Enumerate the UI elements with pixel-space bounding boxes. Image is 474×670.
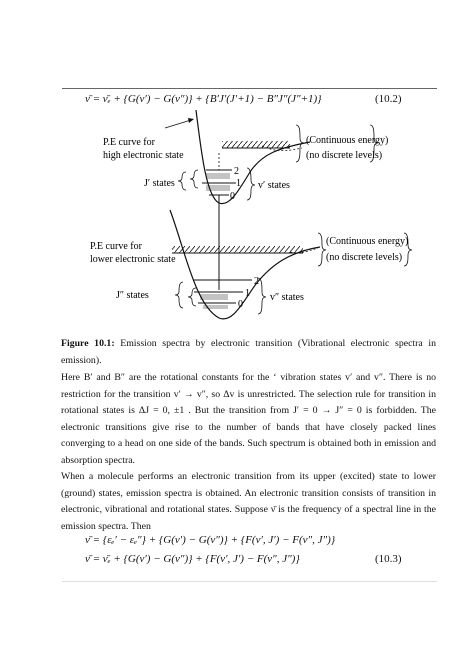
- equation-number-10-2: (10.2): [375, 93, 402, 105]
- equation-10-3-line-1: ν̄ = {εₑ′ − εₑ″} + {G(v′) − G(v″)} + {F(v′, J′) − F(v″, J″)}: [85, 534, 336, 546]
- paragraph-1: Here B′ and B″ are the rotational constants for the ‘ vibration states v′ and v″. There is no restriction for the transition v′ → v″, so Δv is unrestricted. The selection rule for transition in rotational states is ΔJ = 0, ±1 . But the transition from J′ = 0 → J″ = 0 is forbidden. The electronic transitions give rise to the number of bands that have closely packed lines converging to a head on one side of the bands. Such spectrum is obtained both in emission and absorption spectra.: [61, 372, 436, 466]
- paragraph-2: When a molecule performs an electronic transition from its upper (excited) state to lower (ground) states, emission spectra is obtained. An electronic transition consists of transition in electronic, vibrational and rotational states. Suppose ν̄ is the frequency of a spectral line in the emission spectra. Then: [61, 471, 436, 532]
- upper-level-1-label: 1: [236, 178, 241, 189]
- lower-j-states-label: J″ states: [116, 290, 149, 301]
- figure-caption-label: Figure 10.1:: [61, 338, 115, 349]
- lower-level-1-label: 1: [245, 288, 250, 299]
- lower-level-2-label: 2: [254, 276, 259, 287]
- upper-hatch: [222, 141, 290, 148]
- upper-pe-curve: [196, 110, 310, 204]
- lower-note-2: (no discrete levels): [326, 252, 403, 263]
- upper-note-2: (no discrete levels): [306, 150, 383, 161]
- upper-j-states-label: J′ states: [144, 178, 175, 189]
- footer-rule: [62, 581, 437, 582]
- figure-caption-text: Emission spectra by electronic transition (Vibrational electronic spectra in emission).: [61, 338, 436, 366]
- lower-curve-label-1: P.E curve for: [90, 241, 142, 252]
- upper-curve-label-1: P.E curve for: [103, 137, 155, 148]
- lower-curve-label-2: lower electronic state: [90, 254, 176, 265]
- upper-curve-label-2: high electronic state: [103, 150, 184, 161]
- upper-level-0-label: 0: [230, 191, 235, 202]
- lower-v-states-label: v″ states: [270, 292, 304, 303]
- equation-10-3-line-2: ν̄ = ν̄ₑ + {G(v′) − G(v″)} + {F(v′, J′) − F(v″, J″)}: [85, 553, 300, 565]
- figure-caption: [61, 336, 436, 369]
- upper-level-2-label: 2: [234, 166, 239, 177]
- equation-number-10-3: (10.3): [375, 553, 402, 565]
- lower-level-0-label: 0: [238, 299, 243, 310]
- lower-note-1: (Continuous energy): [326, 236, 409, 247]
- upper-v-states-label: v′ states: [258, 180, 290, 191]
- upper-note-1: (Continuous energy): [306, 135, 389, 146]
- lower-hatch: [172, 246, 303, 253]
- equation-10-2: ν̄ = ν̄ₑ + {G(v′) − G(v″)} + {B′J′(J′+1) − B″J″(J″+1)}: [85, 93, 322, 105]
